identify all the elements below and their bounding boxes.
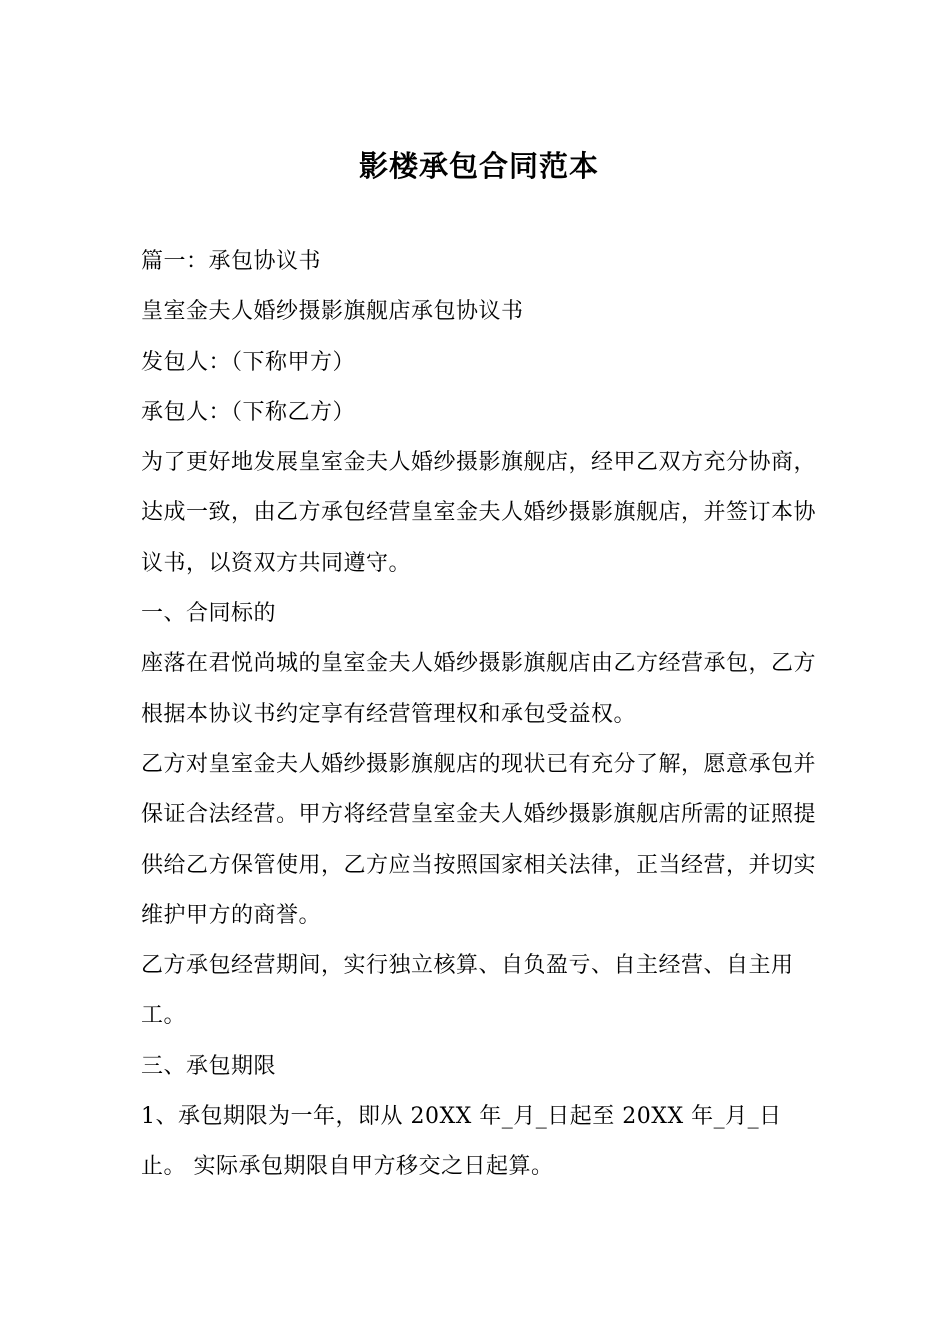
clause-paragraph: 座落在君悦尚城的皇室金夫人婚纱摄影旗舰店由乙方经营承包，乙方根据本协议书约定享有经营管理权和承包受益权。: [141, 651, 817, 727]
clause-paragraph: 乙方承包经营期间，实行独立核算、自负盈亏、自主经营、自主用工。: [141, 953, 794, 1029]
party-b-line: 承包人：（下称乙方）: [141, 399, 356, 425]
clause-paragraph: 乙方对皇室金夫人婚纱摄影旗舰店的现状已有充分了解，愿意承包并保证合法经营。甲方将经营皇室金夫人婚纱摄影旗舰店所需的证照提供给乙方保管使用，乙方应当按照国家相关法律，正当经营，并切实维护甲方的商誉。: [141, 751, 817, 928]
preamble-paragraph: 为了更好地发展皇室金夫人婚纱摄影旗舰店，经甲乙双方充分协商，达成一致，由乙方承包经营皇室金夫人婚纱摄影旗舰店，并签订本协议书，以资双方共同遵守。: [141, 450, 817, 576]
clause-heading-term: 三、承包期限: [141, 1053, 277, 1079]
agreement-name: 皇室金夫人婚纱摄影旗舰店承包协议书: [141, 299, 524, 325]
clause-heading-subject: 一、合同标的: [141, 601, 277, 627]
document-title: 影楼承包合同范本: [358, 149, 599, 183]
document-body: [141, 237, 826, 1193]
clause-paragraph: 1、承包期限为一年，即从 20XX 年_月_日起至 20XX 年_月_日止。 实际承包期限自甲方移交之日起算。: [141, 1104, 782, 1180]
party-a-line: 发包人：（下称甲方）: [141, 349, 356, 375]
section-heading: 篇一：承包协议书: [141, 249, 322, 274]
